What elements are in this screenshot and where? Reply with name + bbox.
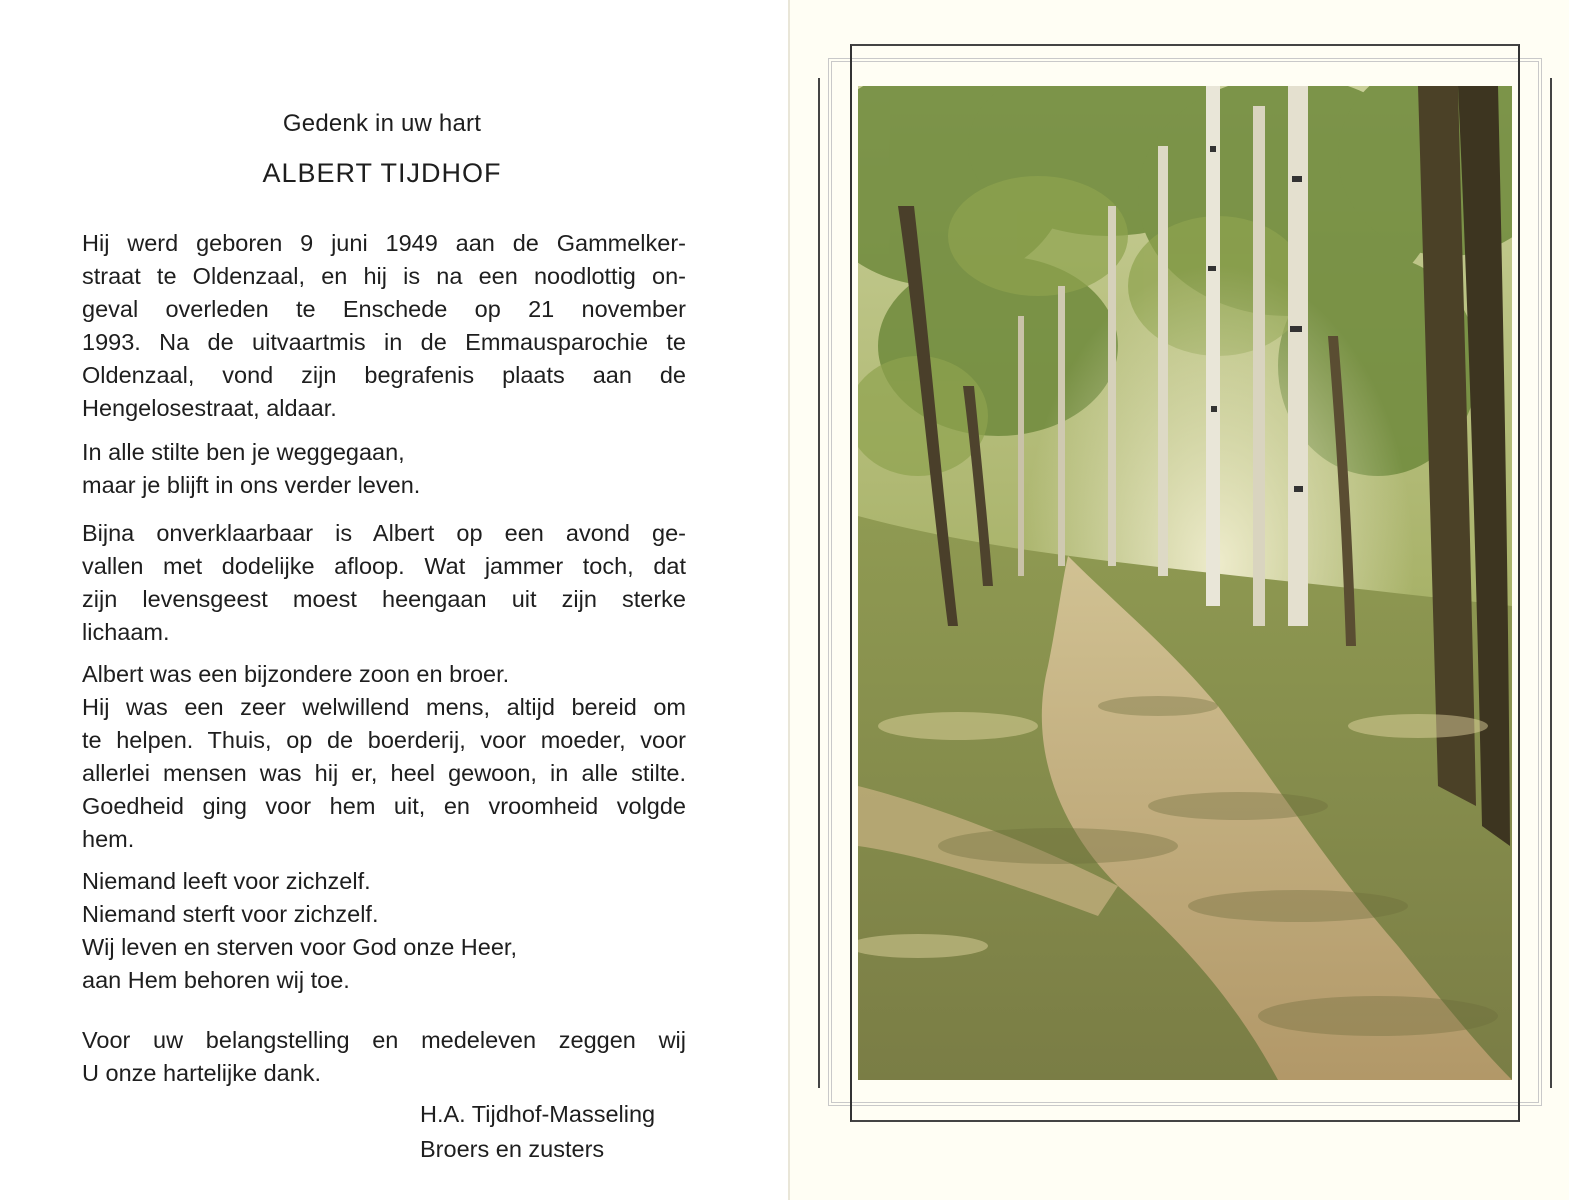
character-line: Albert was een bijzondere zoon en broer.: [82, 661, 510, 687]
bio-line: geval overleden te Enschede op 21 november: [82, 296, 686, 322]
character-line: te helpen. Thuis, op de boerderij, voor moeder, voor: [82, 727, 686, 753]
bio-line: Hij werd geboren 9 juni 1949 aan de Gammelker-: [82, 230, 686, 256]
thanks-line: U onze hartelijke dank.: [82, 1060, 322, 1086]
signature-line: Broers en zusters: [420, 1136, 605, 1162]
verse-one: [82, 436, 686, 502]
thanks-paragraph: [82, 1024, 686, 1090]
character-line: hem.: [82, 826, 135, 852]
bio-line: Hengelosestraat, aldaar.: [82, 395, 337, 421]
verse-line: Niemand leeft voor zichzelf.: [82, 868, 371, 894]
story-paragraph: [82, 517, 686, 649]
bio-line: straat te Oldenzaal, en hij is na een noodlottig on-: [82, 263, 686, 289]
story-line: Bijna onverklaarbaar is Albert op een avond ge-: [82, 520, 686, 546]
thanks-line: Voor uw belangstelling en medeleven zeggen wij: [82, 1027, 686, 1053]
deceased-name: ALBERT TIJDHOF: [262, 158, 502, 188]
intro-heading: Gedenk in uw hart: [282, 110, 482, 137]
forest-path-photo: [858, 86, 1512, 1080]
biography-paragraph: [82, 227, 686, 425]
verse-line: In alle stilte ben je weggegaan,: [82, 439, 405, 465]
verse-line: Wij leven en sterven voor God onze Heer,: [82, 934, 517, 960]
bio-line: Oldenzaal, vond zijn begrafenis plaats aan de: [82, 362, 686, 388]
bio-line: 1993. Na de uitvaartmis in de Emmausparochie te: [82, 329, 686, 355]
verse-line: maar je blijft in ons verder leven.: [82, 472, 421, 498]
character-line: allerlei mensen was hij er, heel gewoon, in alle stilte.: [82, 760, 686, 786]
character-line: Goedheid ging voor hem uit, en vroomheid volgde: [82, 793, 686, 819]
character-paragraph: [82, 658, 686, 856]
story-line: lichaam.: [82, 619, 170, 645]
verse-line: aan Hem behoren wij toe.: [82, 967, 350, 993]
story-line: zijn levensgeest moest heengaan uit zijn sterke: [82, 586, 686, 612]
story-line: vallen met dodelijke afloop. Wat jammer toch, dat: [82, 553, 686, 579]
signature-line: H.A. Tijdhof-Masseling: [420, 1101, 656, 1127]
verse-line: Niemand sterft voor zichzelf.: [82, 901, 379, 927]
character-line: Hij was een zeer welwillend mens, altijd bereid om: [82, 694, 686, 720]
verse-two: [82, 865, 686, 997]
forest-path-illustration: [858, 86, 1512, 1080]
signature-block: [420, 1097, 655, 1167]
